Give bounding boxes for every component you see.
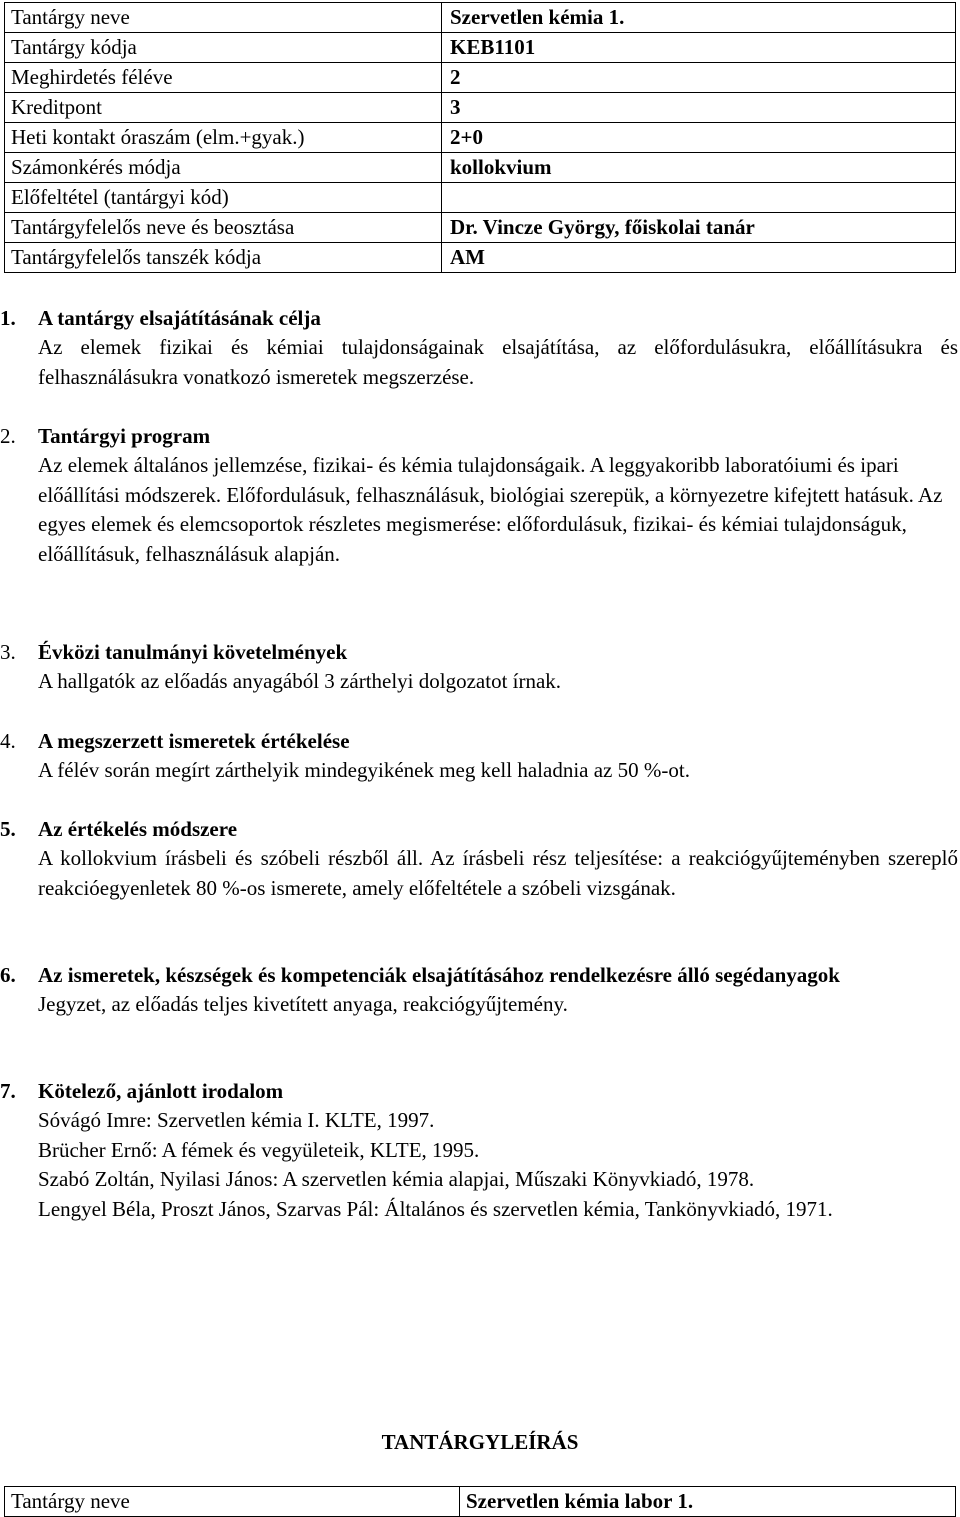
info-row-prerequisite <box>5 183 956 213</box>
info-value: Dr. Vincze György, főiskolai tanár <box>442 213 956 243</box>
section-title: A tantárgy elsajátításának célja <box>38 306 321 330</box>
info-label: Meghirdetés féléve <box>5 63 442 93</box>
info-row-assessment <box>5 153 956 183</box>
literature-item: Lengyel Béla, Proszt János, Szarvas Pál: Általános és szervetlen kémia, Tankönyvkiadó, 1971. <box>38 1196 833 1221</box>
section-materials <box>0 960 958 1020</box>
info-row-lecturer <box>5 213 956 243</box>
info-row-semester <box>5 63 956 93</box>
info-label: Kreditpont <box>5 93 442 123</box>
section-title: Az ismeretek, készségek és kompetenciák elsajátításához rendelkezésre álló segédanyagok <box>38 963 840 987</box>
info-value: 2+0 <box>442 123 956 153</box>
info-label: Heti kontakt óraszám (elm.+gyak.) <box>5 123 442 153</box>
info-value: Szervetlen kémia labor 1. <box>460 1487 956 1517</box>
info-value: 3 <box>442 93 956 123</box>
section-title: A megszerzett ismeretek értékelése <box>38 729 350 753</box>
info-value: KEB1101 <box>442 33 956 63</box>
section-body: A kollokvium írásbeli és szóbeli részből áll. Az írásbeli rész teljesítése: a reakciógyűjteményben szereplő reakcióegyenletek 80 %-os ismerete, amely előfeltétele a szóbeli vizsgának. <box>38 846 958 900</box>
info-label: Számonkérés módja <box>5 153 442 183</box>
info-row-course-name <box>5 3 956 33</box>
section-title: Évközi tanulmányi követelmények <box>38 640 348 664</box>
course-info-table <box>4 2 956 273</box>
info-label: Tantárgy neve <box>5 1487 460 1517</box>
literature-item: Sóvágó Imre: Szervetlen kémia I. KLTE, 1997. <box>38 1108 435 1132</box>
section-number: 6. <box>0 963 16 987</box>
info-row-contact-hours <box>5 123 956 153</box>
section-aim <box>0 303 958 392</box>
section-number: 3. <box>0 640 16 664</box>
section-program <box>0 421 958 569</box>
section-title: Tantárgyi program <box>38 424 211 448</box>
info-label: Tantárgy neve <box>5 3 442 33</box>
section-number: 5. <box>0 817 16 841</box>
info-row-department <box>5 243 956 273</box>
info-label: Előfeltétel (tantárgyi kód) <box>5 183 442 213</box>
section-body: A félév során megírt zárthelyik mindegyikének meg kell haladnia az 50 %-ot. <box>38 758 690 782</box>
section-number: 2. <box>0 424 16 448</box>
info-value: AM <box>442 243 956 273</box>
section-body: A hallgatók az előadás anyagából 3 zárthelyi dolgozatot írnak. <box>38 669 562 693</box>
info-label: Tantárgyfelelős neve és beosztása <box>5 213 442 243</box>
section-title: Az értékelés módszere <box>38 817 238 841</box>
info-label: Tantárgyfelelős tanszék kódja <box>5 243 442 273</box>
next-course-table <box>4 1486 956 1517</box>
section-title: Kötelező, ajánlott irodalom <box>38 1079 284 1103</box>
section-body: Az elemek általános jellemzése, fizikai- és kémia tulajdonságaik. A leggyakoribb laboratóiumi és ipari előállítási módszerek. Előfordulásuk, felhasználásuk, biológiai szerepük, a környezetre kifejtett hatásuk. Az egyes elemek és elemcsoportok részletes megismerése: előfordulásuk, fizikai- és kémiai tulajdonságuk, előállításuk, felhasználásuk alapján. <box>38 453 943 566</box>
literature-item: Brücher Ernő: A fémek és vegyületeik, KLTE, 1995. <box>38 1137 480 1162</box>
info-value: Szervetlen kémia 1. <box>442 3 956 33</box>
section-number: 4. <box>0 729 16 753</box>
info-row-credits <box>5 93 956 123</box>
info-row-course-code <box>5 33 956 63</box>
section-body: Az elemek fizikai és kémiai tulajdonságainak elsajátítása, az előfordulásukra, előállításukra és felhasználásukra vonatkozó ismeretek megszerzése. <box>38 335 958 389</box>
section-method <box>0 814 958 903</box>
literature-item: Szabó Zoltán, Nyilasi János: A szervetlen kémia alapjai, Műszaki Könyvkiadó, 1978. <box>38 1167 755 1191</box>
section-number: 1. <box>0 306 16 330</box>
next-course-title: TANTÁRGYLEÍRÁS <box>381 1430 579 1454</box>
info-value: kollokvium <box>442 153 956 183</box>
info-label: Tantárgy kódja <box>5 33 442 63</box>
section-evaluation <box>0 726 958 786</box>
section-body: Jegyzet, az előadás teljes kivetített anyaga, reakciógyűjtemény. <box>38 992 568 1016</box>
section-literature <box>0 1076 958 1224</box>
section-number: 7. <box>0 1079 16 1103</box>
info-value <box>442 183 956 213</box>
section-requirements <box>0 637 958 697</box>
info-value: 2 <box>442 63 956 93</box>
next-course-row <box>5 1487 956 1517</box>
